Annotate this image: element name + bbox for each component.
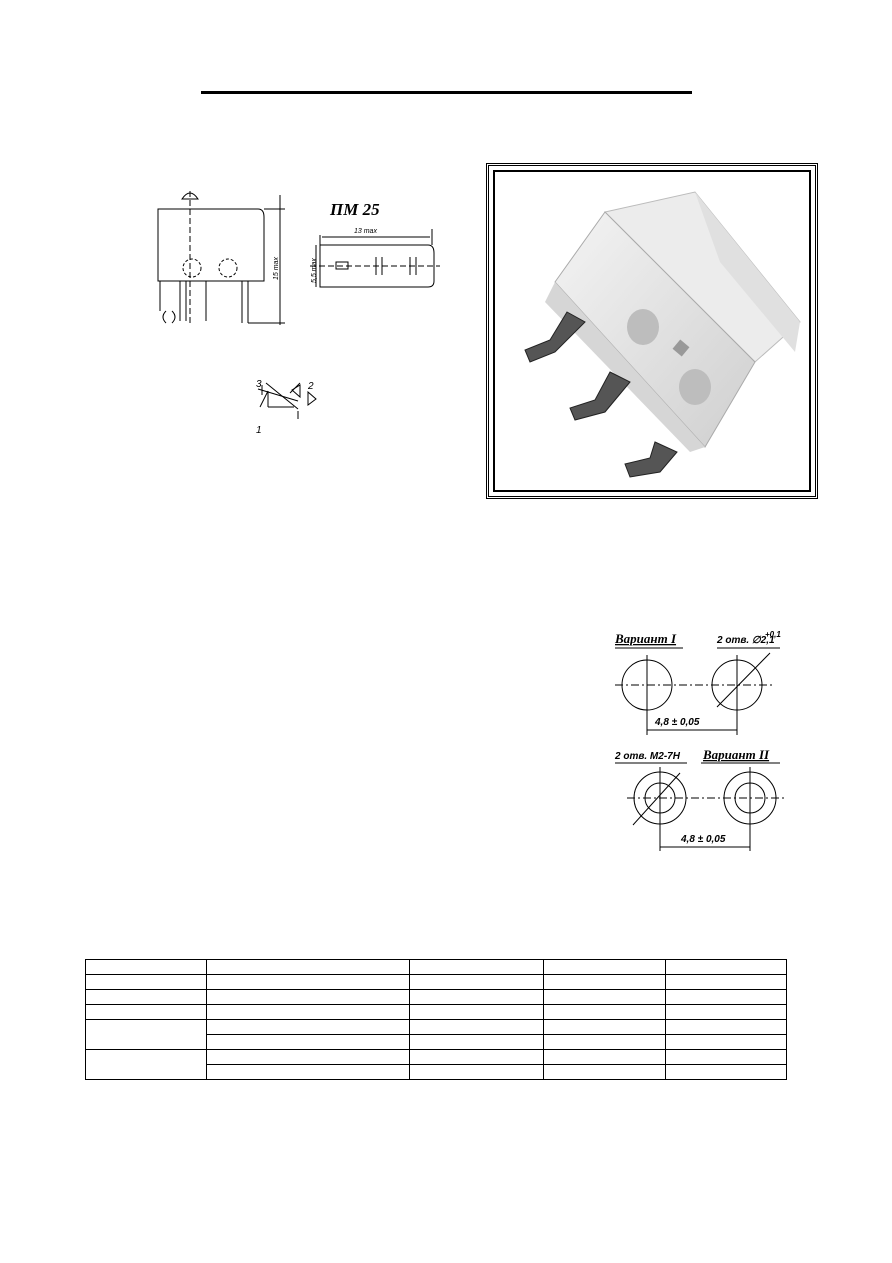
pin-1-label: 1: [256, 425, 262, 436]
variant-2-title: Вариант II: [703, 747, 770, 762]
mounting-holes-diagram: [605, 625, 795, 865]
table-row: [86, 1005, 787, 1020]
variant-1-title: Вариант I: [615, 631, 677, 646]
pin-3-label: 3: [256, 379, 262, 390]
variant-1-spacing: 4,8 ± 0,05: [655, 717, 700, 728]
table-row: [86, 1020, 787, 1035]
depth-dimension: 5,5 max: [311, 258, 318, 283]
table-row: [86, 960, 787, 975]
switch-outline-drawing: [140, 185, 460, 445]
pin-2-label: 2: [308, 381, 314, 392]
model-label: ПМ 25: [330, 200, 380, 219]
height-dimension: 15 max: [273, 257, 280, 280]
photo-frame: [486, 163, 818, 499]
specification-table: [85, 959, 787, 1080]
header-rule: [201, 91, 692, 94]
table-row: [86, 975, 787, 990]
variant-2-spacing: 4,8 ± 0,05: [681, 834, 726, 845]
variant-1-tolerance: +0,1: [765, 630, 781, 639]
microswitch-photo: [493, 170, 811, 492]
table-row: [86, 990, 787, 1005]
variant-2-holes: 2 отв. М2-7Н: [615, 751, 680, 762]
table-row: [86, 1050, 787, 1065]
width-dimension: 13 max: [354, 228, 377, 235]
variant-1-holes: 2 отв. ∅2,1: [717, 635, 775, 646]
